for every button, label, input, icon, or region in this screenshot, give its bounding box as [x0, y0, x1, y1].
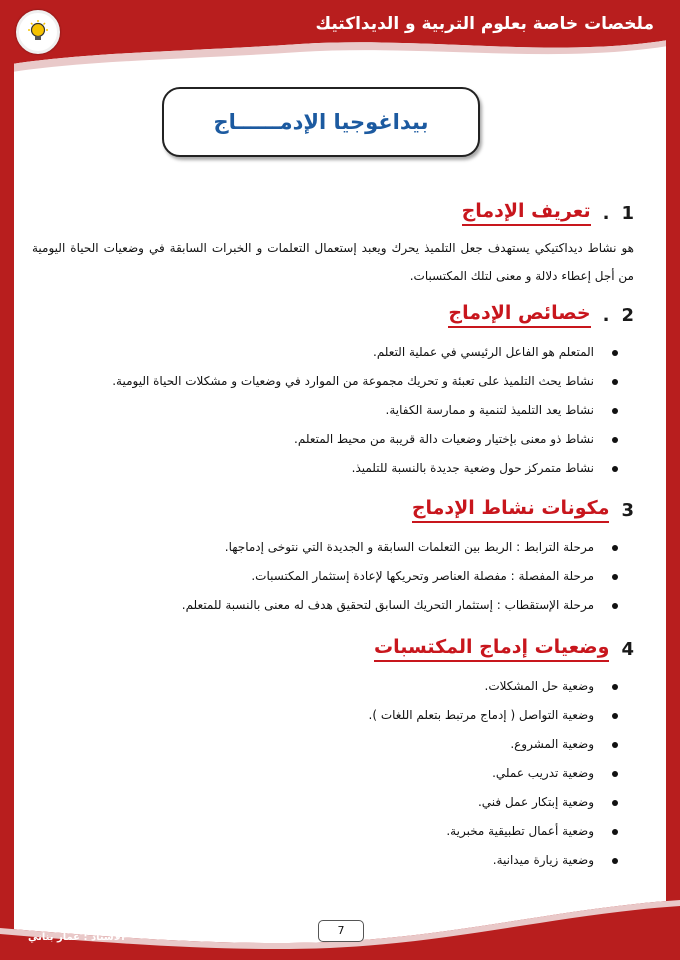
list-item-text: نشاط يعد التلميذ لتنمية و ممارسة الكفاية. — [385, 403, 594, 417]
section-4-heading — [32, 636, 634, 662]
list-item — [32, 672, 594, 701]
list-item-text: وضعية تدريب عملي. — [492, 766, 594, 780]
section-title: وضعيات إدماج المكتسبات — [374, 636, 609, 662]
bullet-icon — [612, 858, 618, 864]
list-item — [32, 759, 594, 788]
section-2-heading — [32, 302, 634, 328]
lightbulb-icon — [16, 10, 60, 54]
section-3-heading — [32, 497, 634, 523]
situations-list — [32, 672, 634, 875]
components-list — [32, 533, 634, 620]
list-item-text: نشاط متمركز حول وضعية جديدة بالنسبة للتلميذ. — [351, 461, 594, 475]
list-item — [32, 591, 594, 620]
page-title: بيداغوجيا الإدمــــــاج — [213, 110, 429, 134]
list-item-text: وضعية زيارة ميدانية. — [492, 853, 594, 867]
list-item — [32, 846, 594, 875]
list-item-text: وضعية المشروع. — [510, 737, 594, 751]
section-title: تعريف الإدماج — [462, 200, 591, 226]
section-title: خصائص الإدماج — [448, 302, 590, 328]
definition-paragraph: هو نشاط ديداكتيكي يستهدف جعل التلميذ يحرك ويعبد إستعمال التعلمات و الخبرات السابقة في وضعيات الحياة اليومية من أجل إعطاء دلالة و معنى لتلك المكتسبات. — [32, 241, 634, 283]
list-item — [32, 817, 594, 846]
bullet-icon — [612, 800, 618, 806]
list-item-text: وضعية التواصل ( إدماج مرتبط بتعلم اللغات ). — [368, 708, 594, 722]
list-item — [32, 454, 594, 483]
list-item-text: المتعلم هو الفاعل الرئيسي في عملية التعلم. — [373, 345, 594, 359]
list-item — [32, 338, 594, 367]
list-item-text: وضعية أعمال تطبيقية مخبرية. — [446, 824, 594, 838]
list-item — [32, 533, 594, 562]
section-dot: . — [602, 202, 610, 224]
bullet-icon — [612, 713, 618, 719]
bullet-icon — [612, 684, 618, 690]
characteristics-list — [32, 338, 634, 483]
list-item — [32, 788, 594, 817]
list-item-text: وضعية حل المشكلات. — [484, 679, 594, 693]
list-item-text: مرحلة الإستقطاب : إستثمار التحريك السابق لتحقيق هدف له معنى بالنسبة للمتعلم. — [181, 598, 594, 612]
section-dot: . — [602, 304, 610, 326]
main-content — [32, 196, 634, 875]
list-item-text: مرحلة الترابط : الربط بين التعلمات السابقة و الجديدة التي نتوخى إدماجها. — [224, 540, 594, 554]
bullet-icon — [612, 771, 618, 777]
section-1-heading — [32, 200, 634, 226]
list-item — [32, 367, 594, 396]
bullet-icon — [612, 742, 618, 748]
page-title-box — [162, 87, 480, 157]
list-item — [32, 562, 594, 591]
list-item-text: نشاط يحث التلميذ على تعبئة و تحريك مجموعة من الموارد في وضعيات و مشكلات الحياة اليومية. — [112, 374, 594, 388]
bullet-icon — [612, 350, 618, 356]
list-item — [32, 701, 594, 730]
section-title: مكونات نشاط الإدماج — [412, 497, 610, 523]
bullet-icon — [612, 603, 618, 609]
bullet-icon — [612, 379, 618, 385]
bullet-icon — [612, 408, 618, 414]
bullet-icon — [612, 574, 618, 580]
header-title: ملخصات خاصة بعلوم التربية و الديداكتيك — [315, 14, 654, 34]
list-item — [32, 425, 594, 454]
page-number: 7 — [318, 920, 364, 942]
list-item-text: وضعية إبتكار عمل فني. — [477, 795, 594, 809]
bullet-icon — [612, 437, 618, 443]
list-item-text: مرحلة المفصلة : مفصلة العناصر وتحريكها لإعادة إستثمار المكتسبات. — [251, 569, 594, 583]
section-number: 4 — [621, 638, 634, 660]
list-item — [32, 730, 594, 759]
list-item — [32, 396, 594, 425]
section-number: 2 — [621, 304, 634, 326]
list-item-text: نشاط ذو معنى بإختيار وضعيات دالة قريبة من محيط المتعلم. — [294, 432, 594, 446]
bullet-icon — [612, 545, 618, 551]
bullet-icon — [612, 829, 618, 835]
section-number: 1 — [621, 202, 634, 224]
teacher-name: الأستاذ : عمار بناني — [28, 932, 125, 943]
section-number: 3 — [621, 499, 634, 521]
bullet-icon — [612, 466, 618, 472]
